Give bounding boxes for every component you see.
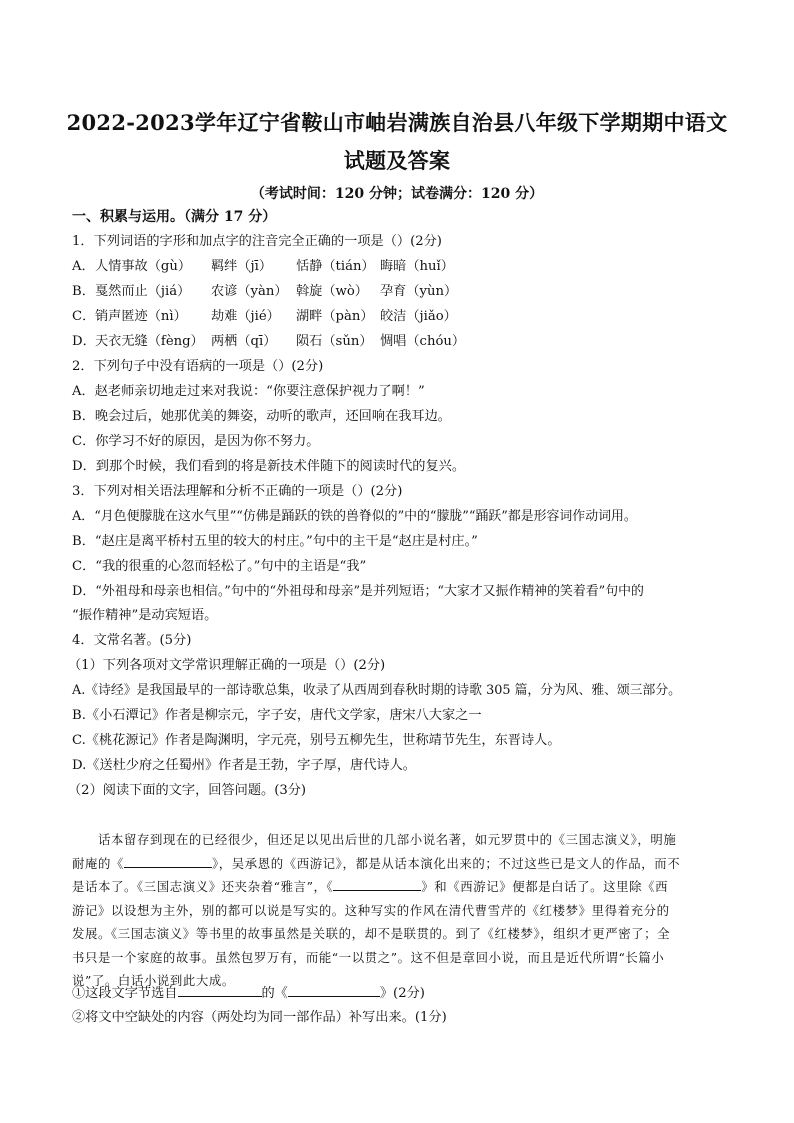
option-item: 恬静（tián）: [296, 259, 375, 274]
q2-option-d: D．到那个时候，我们看到的将是新技术伴随下的阅读时代的复兴。: [72, 459, 466, 474]
option-item: 晦暗（huǐ）: [380, 259, 454, 274]
fill-blank-1[interactable]: [124, 855, 212, 868]
q4-sub1-stem: （1）下列各项对文学常识理解正确的一项是（）(2分): [68, 658, 386, 673]
page-title-line1: 2022-2023学年辽宁省鞍山市岫岩满族自治县八年级下学期期中语文: [66, 110, 728, 135]
q2-stem: 2．下列句子中没有语病的一项是（）(2分): [72, 359, 324, 374]
q2-option-b: B．晚会过后，她那优美的舞姿，动听的歌声，还回响在我耳边。: [72, 409, 451, 424]
option-item: 人情事故（gù）: [95, 259, 192, 274]
option-item: 皎洁（jiǎo）: [380, 309, 457, 324]
question-text: 的《: [261, 986, 288, 1001]
option-item: 天衣无缝（fèng）: [95, 334, 204, 349]
q4-stem: 4．文常名著。(5分): [72, 633, 192, 648]
q4-question-2: ②将文中空缺处的内容（两处均为同一部作品）补写出来。(1分): [72, 1010, 447, 1025]
passage-line: 书只是一个家庭的故事。虽然包罗万有，而能“一以贯之”。这不但是章回小说，而且是近代所谓“长篇小: [72, 949, 665, 965]
option-letter: C．: [72, 309, 96, 324]
option-letter: B．: [72, 284, 95, 299]
fill-blank-2[interactable]: [333, 878, 421, 891]
passage-text: 是话本了。《三国志演义》还夹杂着“雅言”，《: [72, 879, 334, 894]
passage-text: 》，吴承恩的《西游记》，都是从话本演化出来的；不过这些已是文人的作品，而不: [211, 855, 681, 871]
option-item: 两栖（qī）: [211, 334, 277, 349]
q3-option-b: B．“赵庄是离平桥村五里的较大的村庄。”句中的主干是“赵庄是村庄。”: [72, 534, 478, 549]
q3-option-a: A．“月色便朦胧在这水气里”“仿佛是踊跃的铁的兽脊似的”中的“朦胧”“踊跃”都是形容词作动词用。: [72, 509, 637, 524]
option-letter: D．: [72, 334, 96, 349]
option-item: 羁绊（jī）: [211, 259, 273, 274]
passage-line: [72, 852, 728, 876]
reading-passage: [72, 828, 728, 993]
option-item: 斡旋（wò）: [296, 284, 368, 299]
option-item: 农谚（yàn）: [211, 284, 288, 299]
q3-option-d-continued: “振作精神”是动宾短语。: [72, 608, 218, 623]
option-item: 戛然而止（jiá）: [95, 284, 191, 299]
passage-line: 发展。《三国志演义》等书里的故事虽然是关联的，却不是联贯的。到了《红楼梦》，组织才更严密了；全: [72, 926, 671, 941]
q4-sub1-option-b: B.《小石潭记》作者是柳宗元，字子安，唐代文学家，唐宋八大家之一: [72, 708, 482, 723]
q3-stem: 3．下列对相关语法理解和分析不正确的一项是（）(2分): [72, 484, 403, 499]
passage-line: 说”了。白话小说到此大成。: [72, 973, 235, 988]
q4-sub2-stem: （2）阅读下面的文字，回答问题。(3分): [68, 783, 307, 798]
q3-option-d: D．“外祖母和母亲也相信。”句中的“外祖母和母亲”是并列短语；“大家才又振作精神的笑着看”句中的: [72, 584, 644, 599]
q2-option-a: A．赵老师亲切地走过来对我说：“你要注意保护视力了啊！”: [72, 384, 425, 399]
option-item: 劫难（jié）: [211, 309, 280, 324]
passage-line: 话本留存到现在的已经很少，但还足以见出后世的几部小说名著，如元罗贯中的《三国志演义》，明施: [98, 832, 677, 847]
answer-blank-author[interactable]: [178, 984, 262, 997]
question-text: ①这段文字节选自: [72, 986, 178, 1001]
option-letter: A．: [72, 259, 95, 274]
passage-line: 游记》以设想为主外，别的都可以说是写实的。这种写实的作风在清代曹雪芹的《红楼梦》里得着充分的: [72, 902, 670, 918]
q4-sub1-option-d: D.《送杜少府之任蜀州》作者是王勃，字子厚，唐代诗人。: [72, 758, 416, 773]
q4-question-1: [72, 984, 425, 1003]
q1-stem: 1．下列词语的字形和加点字的注音完全正确的一项是（）(2分): [72, 234, 442, 249]
option-item: 惆唱（chóu）: [380, 334, 466, 349]
passage-text: 》和《西游记》便都是白话了。这里除《西: [421, 879, 669, 894]
answer-blank-work[interactable]: [288, 984, 380, 997]
q3-option-c: C．“我的很重的心忽而轻松了。”句中的主语是“我”: [72, 559, 367, 574]
q2-option-c: C．你学习不好的原因，是因为你不努力。: [72, 434, 320, 449]
section-heading: 一、积累与运用。（满分 17 分）: [72, 209, 277, 225]
exam-info: （考试时间：120 分钟；试卷满分：120 分）: [250, 186, 544, 202]
page-title-line2: 试题及答案: [343, 148, 451, 173]
option-item: 湖畔（pàn）: [296, 309, 374, 324]
question-text: 》(2分): [379, 986, 425, 1001]
option-item: 销声匿迹（nì）: [95, 309, 187, 324]
option-item: 陨石（sǔn）: [296, 334, 373, 349]
q4-sub1-option-c: C.《桃花源记》作者是陶渊明，字元亮，别号五柳先生，世称靖节先生，东晋诗人。: [72, 733, 561, 748]
q4-sub1-option-a: A.《诗经》是我国最早的一部诗歌总集，收录了从西周到春秋时期的诗歌 305 篇，分为风、雅、颂三部分。: [72, 683, 681, 698]
option-item: 孕育（yùn）: [380, 284, 458, 299]
passage-text: 耐庵的《: [72, 855, 124, 871]
passage-line: [72, 875, 728, 899]
